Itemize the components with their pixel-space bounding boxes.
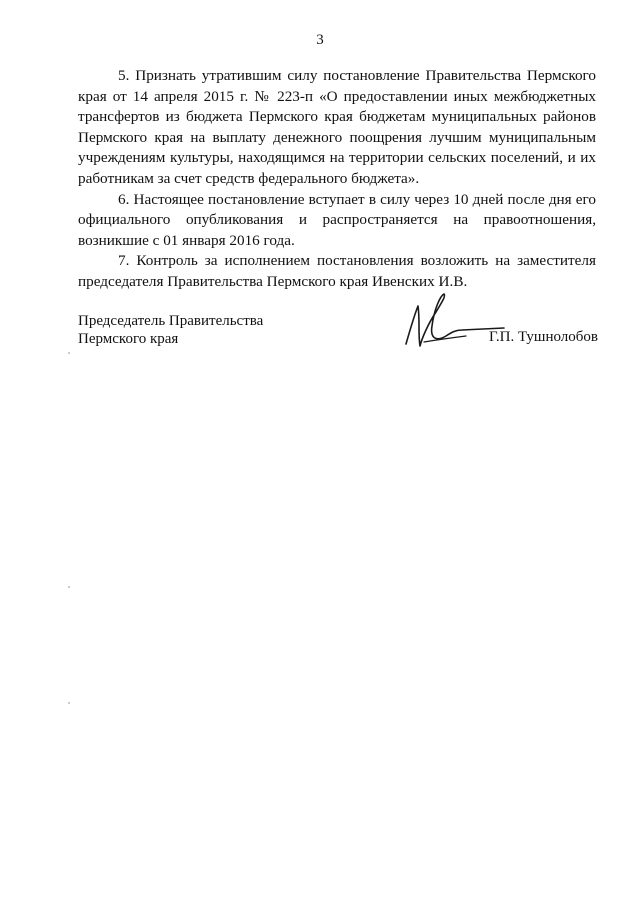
signature-block: [78, 312, 598, 362]
signatory-title-line2: Пермского края: [78, 331, 179, 347]
signatory-title-line1: Председатель Правительства: [78, 313, 264, 329]
paragraph-7: 7. Контроль за исполнением постановления возложить на заместителя председателя Правительства Пермского края Ивенских И.В.: [78, 252, 596, 290]
margin-mark: [68, 702, 70, 704]
paragraph-5: 5. Признать утратившим силу постановление Правительства Пермского края от 14 апреля 2015 г. № 223-п «О предоставлении иных межбюджетных трансфертов из бюджета Пермского края бюджетам муниципальных районов Пермского края на выплату денежного поощрения лучшим муниципальным учреждениям культуры, находящимся на территории сельских поселений, и их работникам за счет средств федерального бюджета».: [78, 67, 596, 187]
margin-mark: [68, 586, 70, 588]
paragraph-6: 6. Настоящее постановление вступает в силу через 10 дней после дня его официального опубликования и распространяется на правоотношения, возникшие с 01 января 2016 года.: [78, 190, 596, 249]
signatory-name: Г.П. Тушнолобов: [488, 329, 598, 345]
signatory-title: [78, 312, 263, 348]
page-number: 3: [316, 32, 324, 48]
document-body: [78, 66, 596, 293]
margin-mark: [68, 352, 70, 354]
